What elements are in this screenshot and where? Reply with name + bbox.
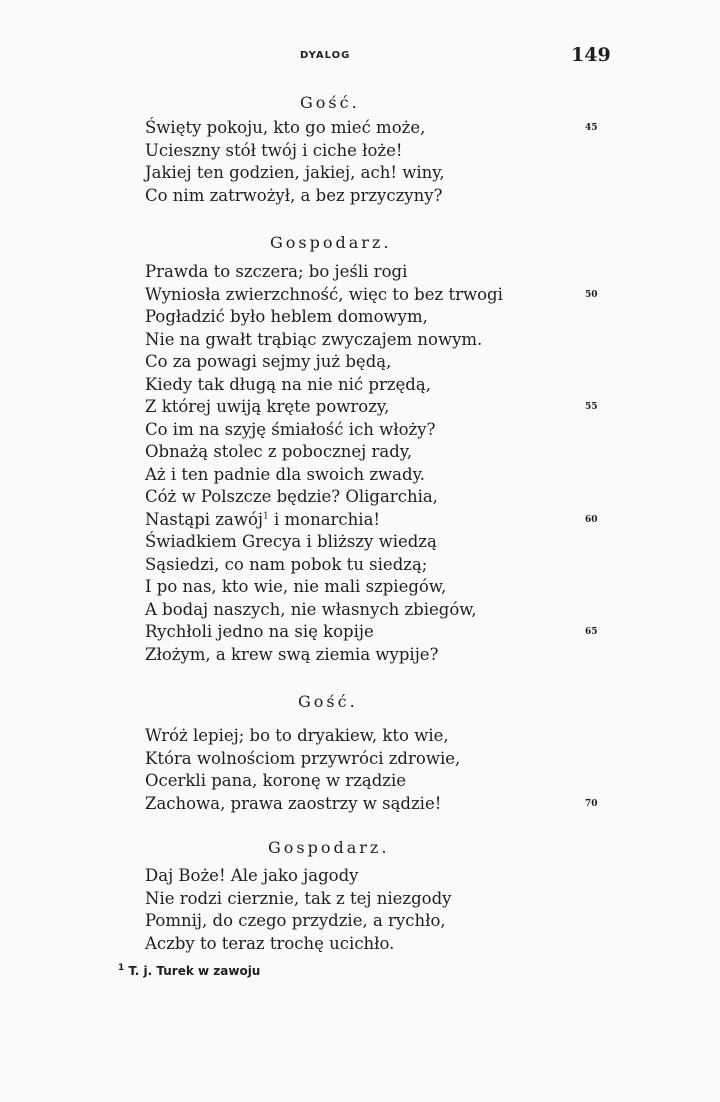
verse-line: Święty pokoju, kto go mieć może, 45 <box>145 117 445 140</box>
speaker-heading: Gospodarz. <box>268 838 390 857</box>
speaker-heading: Gość. <box>298 692 358 711</box>
verse-line: Zachowa, prawa zaostrzy w sądzie! 70 <box>145 793 460 816</box>
verse-line: Obnażą stolec z pobocznej rady, <box>145 442 413 461</box>
verse-line: Aż i ten padnie dla swoich zwady. <box>145 464 425 484</box>
verse-line: Aczby to teraz trochę ucichło. <box>145 933 395 953</box>
verse-line: Kiedy tak długą na nie nić przędą, <box>145 374 431 394</box>
stanza <box>145 865 452 955</box>
verse-line: Która wolnościom przywróci zdrowie, <box>145 748 461 768</box>
verse-line: Pogładzić było heblem domowym, <box>145 307 428 326</box>
line-number: 50 <box>585 289 598 300</box>
verse-line: Złożym, a krew swą ziemia wypije? <box>145 644 439 664</box>
speaker-heading: Gospodarz. <box>270 233 392 252</box>
verse-line: Ucieszny stół twój i ciche łoże! <box>145 140 403 160</box>
line-number: 55 <box>585 402 598 412</box>
stanza <box>145 117 598 207</box>
verse-line: Jakiej ten godzien, jakiej, ach! winy, <box>145 163 445 182</box>
footnote: $^1$ T. j. Turek w zawoju <box>118 963 261 978</box>
line-number: 60 <box>585 514 598 525</box>
verse-line: Daj Boże! Ale jako jagody <box>145 866 359 885</box>
verse-line: Ocerkli pana, koronę w rządzie <box>145 771 407 790</box>
footnote-marker: 1 <box>263 511 269 521</box>
footnote-marker: 1 <box>118 963 125 973</box>
verse-line: I po nas, kto wie, nie mali szpiegów, <box>145 577 447 596</box>
speaker-heading: Gość. <box>300 93 360 112</box>
verse-line: Świadkiem Grecya i bliższy wiedzą <box>145 532 437 551</box>
verse-line: Rychłoli jedno na się kopije 65 <box>145 621 503 644</box>
verse-line: Co nim zatrwożył, a bez przyczyny? <box>145 185 443 205</box>
verse-line: Co za powagi sejmy już będą, <box>145 352 392 371</box>
verse-line: Sąsiedzi, co nam pobok tu siedzą; <box>145 554 428 574</box>
running-title: DYALOG <box>300 50 351 61</box>
verse-line: Z której uwiją kręte powrozy, 55 <box>145 396 503 419</box>
verse-line: Nie na gwałt trąbiąc zwyczajem nowym. <box>145 329 483 349</box>
stanza <box>145 261 598 666</box>
line-number: 70 <box>585 798 598 809</box>
verse-line: Prawda to szczera; bo jeśli rogi <box>145 262 408 281</box>
verse-line: Wyniosła zwierzchność, więc to bez trwogi 50 <box>145 284 503 307</box>
verse-line: Pomnij, do czego przydzie, a rychło, <box>145 911 446 930</box>
verse-line: Cóż w Polszcze będzie? Oligarchia, <box>145 487 438 506</box>
line-number: 65 <box>585 627 598 637</box>
verse-line: Nastąpi zawój$^1$ i monarchia! 60 <box>145 509 503 532</box>
stanza <box>145 725 598 815</box>
verse-line: Wróż lepiej; bo to dryakiew, kto wie, <box>145 726 449 745</box>
verse-line: Nie rodzi cierznie, tak z tej niezgody <box>145 888 452 908</box>
verse-line: A bodaj naszych, nie własnych zbiegów, <box>145 599 477 619</box>
page-number: 149 <box>571 44 611 66</box>
verse-line: Co im na szyję śmiałość ich włoży? <box>145 419 436 439</box>
line-number: 45 <box>585 123 598 133</box>
